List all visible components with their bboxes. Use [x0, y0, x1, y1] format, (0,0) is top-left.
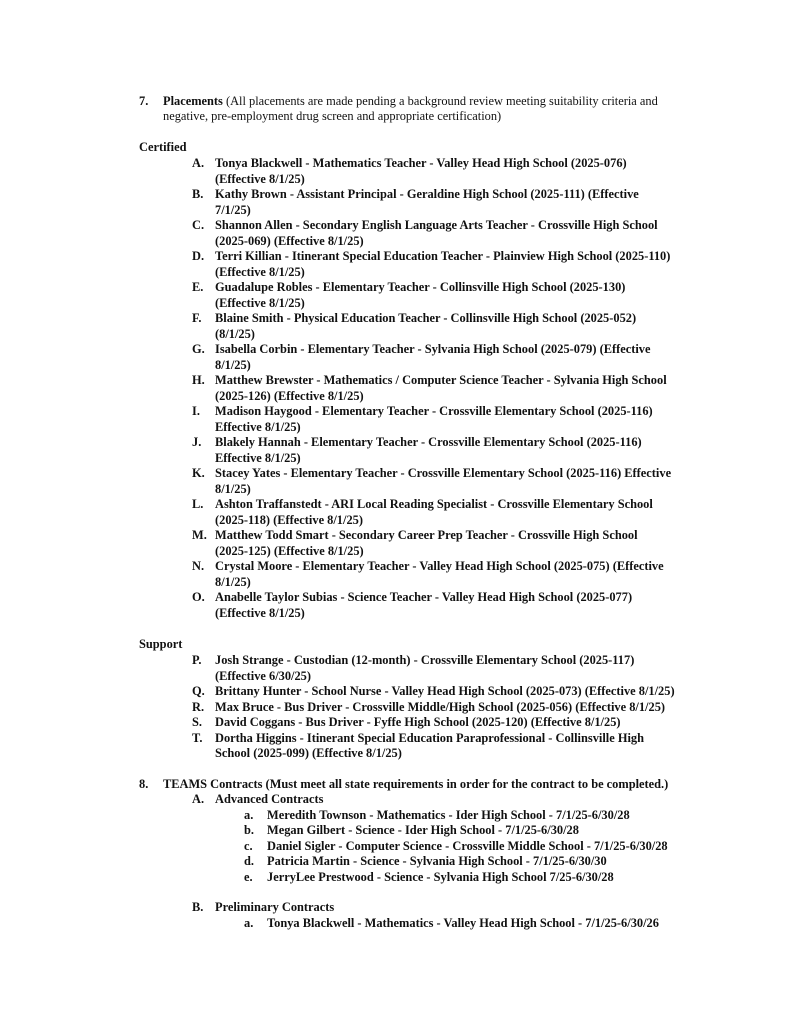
item-letter: E.	[192, 280, 204, 294]
item-text-line1: Shannon Allen - Secondary English Language Arts Teacher - Crossville High School	[215, 218, 658, 232]
item-text-line1: Anabelle Taylor Subias - Science Teacher - Valley Head High School (2025-077)	[215, 590, 633, 604]
contract-item-letter: d.	[244, 854, 254, 868]
item-text-line2: 8/1/25)	[215, 357, 251, 372]
item-text-line1: Guadalupe Robles - Elementary Teacher - Collinsville High School (2025-130)	[215, 280, 626, 294]
item-text-line1: Blaine Smith - Physical Education Teacher - Collinsville High School (2025-052)	[215, 311, 637, 325]
item-letter: B.	[192, 187, 204, 201]
item-letter: M.	[192, 528, 207, 542]
contract-item-letter: a.	[244, 807, 254, 822]
advanced-contracts-heading: Advanced Contracts	[215, 792, 324, 806]
preliminary-contracts-letter: B.	[192, 900, 204, 914]
item-letter: T.	[192, 730, 203, 745]
item-letter: H.	[192, 373, 205, 387]
contract-item-text: JerryLee Prestwood - Science - Sylvania High School 7/25-6/30/28	[267, 869, 614, 884]
item-text-line1: Stacey Yates - Elementary Teacher - Crossville Elementary School (2025-116) Effective	[215, 466, 672, 480]
item-text-line1: Ashton Traffanstedt - ARI Local Reading Specialist - Crossville Elementary School	[215, 497, 653, 511]
item-letter: R.	[192, 699, 205, 714]
item-text-line1: Blakely Hannah - Elementary Teacher - Crossville Elementary School (2025-116)	[215, 435, 642, 449]
certified-heading: Certified	[139, 140, 187, 154]
item-text-line2: Effective 8/1/25)	[215, 419, 301, 434]
item-letter: L.	[192, 497, 204, 511]
item-text-line1: Terri Killian - Itinerant Special Education Teacher - Plainview High School (2025-110)	[215, 249, 671, 263]
item-text-line2: (Effective 8/1/25)	[215, 264, 305, 279]
contract-item-text: Tonya Blackwell - Mathematics - Valley Head High School - 7/1/25-6/30/26	[267, 916, 659, 930]
item-letter: N.	[192, 559, 205, 573]
item-letter: C.	[192, 218, 205, 232]
item-letter: S.	[192, 715, 202, 729]
item-letter: P.	[192, 653, 202, 667]
contract-item-letter: b.	[244, 823, 254, 837]
item-text-line2: 7/1/25)	[215, 202, 251, 217]
item-letter: G.	[192, 342, 205, 356]
item-letter: J.	[192, 435, 202, 449]
section-7-note-line1: (All placements are made pending a background review meeting suitability criteria and	[225, 94, 658, 108]
item-letter: D.	[192, 249, 205, 263]
item-text-line2: 8/1/25)	[215, 481, 251, 496]
section-7-note-line2: negative, pre-employment drug screen and appropriate certification)	[163, 109, 502, 123]
item-text-line1: Kathy Brown - Assistant Principal - Geraldine High School (2025-111) (Effective	[215, 187, 639, 201]
item-text-line2: (Effective 8/1/25)	[215, 605, 305, 620]
section-8-number: 8.	[139, 777, 149, 791]
item-text-line1: Matthew Brewster - Mathematics / Computer Science Teacher - Sylvania High School	[215, 373, 667, 387]
contract-item-letter: e.	[244, 869, 253, 884]
item-text-line2: (2025-126) (Effective 8/1/25)	[215, 388, 364, 403]
item-text-line2: (2025-125) (Effective 8/1/25)	[215, 543, 364, 558]
contract-item-text: Meredith Townson - Mathematics - Ider High School - 7/1/25-6/30/28	[267, 807, 630, 822]
item-text-line1: Madison Haygood - Elementary Teacher - Crossville Elementary School (2025-116)	[215, 404, 653, 418]
contract-item-text: Daniel Sigler - Computer Science - Crossville Middle School - 7/1/25-6/30/28	[267, 838, 668, 853]
support-heading: Support	[139, 637, 183, 651]
item-text-line1: David Coggans - Bus Driver - Fyffe High School (2025-120) (Effective 8/1/25)	[215, 715, 621, 729]
item-letter: I.	[192, 404, 200, 418]
section-8-title: TEAMS Contracts (Must meet all state requirements in order for the contract to be completed.)	[163, 777, 669, 791]
item-text-line2: (2025-118) (Effective 8/1/25)	[215, 512, 363, 527]
item-letter: K.	[192, 466, 205, 480]
preliminary-contracts-heading: Preliminary Contracts	[215, 900, 335, 914]
item-text-line1: Isabella Corbin - Elementary Teacher - Sylvania High School (2025-079) (Effective	[215, 342, 651, 356]
contract-item-text: Megan Gilbert - Science - Ider High School - 7/1/25-6/30/28	[267, 823, 579, 837]
item-letter: O.	[192, 590, 205, 604]
section-7-title: Placements	[163, 94, 223, 108]
item-text-line2: (Effective 6/30/25)	[215, 668, 311, 683]
contract-item-text: Patricia Martin - Science - Sylvania High School - 7/1/25-6/30/30	[267, 854, 607, 868]
item-text-line2: (Effective 8/1/25)	[215, 171, 305, 186]
item-text-line1: Matthew Todd Smart - Secondary Career Prep Teacher - Crossville High School	[215, 528, 638, 542]
item-text-line1: Dortha Higgins - Itinerant Special Education Paraprofessional - Collinsville High	[215, 730, 644, 745]
item-letter: A.	[192, 156, 205, 170]
item-text-line2: (8/1/25)	[215, 326, 255, 341]
item-text-line1: Brittany Hunter - School Nurse - Valley Head High School (2025-073) (Effective 8/1/25)	[215, 684, 675, 698]
contract-item-letter: a.	[244, 916, 254, 930]
section-7-header-line1	[163, 94, 658, 110]
item-text-line2: (2025-069) (Effective 8/1/25)	[215, 233, 364, 248]
item-text-line1: Josh Strange - Custodian (12-month) - Crossville Elementary School (2025-117)	[215, 653, 635, 667]
item-text-line1: Crystal Moore - Elementary Teacher - Valley Head High School (2025-075) (Effective	[215, 559, 664, 573]
item-text-line2: (Effective 8/1/25)	[215, 295, 305, 310]
contract-item-letter: c.	[244, 838, 253, 853]
advanced-contracts-letter: A.	[192, 792, 205, 806]
item-text-line1: Tonya Blackwell - Mathematics Teacher - Valley Head High School (2025-076)	[215, 156, 627, 170]
item-letter: Q.	[192, 684, 205, 698]
item-letter: F.	[192, 311, 202, 325]
item-text-line2: 8/1/25)	[215, 574, 251, 589]
item-text-line2: School (2025-099) (Effective 8/1/25)	[215, 746, 402, 760]
item-text-line1: Max Bruce - Bus Driver - Crossville Middle/High School (2025-056) (Effective 8/1/25)	[215, 699, 666, 714]
section-7-number: 7.	[139, 94, 149, 108]
item-text-line2: Effective 8/1/25)	[215, 450, 301, 465]
